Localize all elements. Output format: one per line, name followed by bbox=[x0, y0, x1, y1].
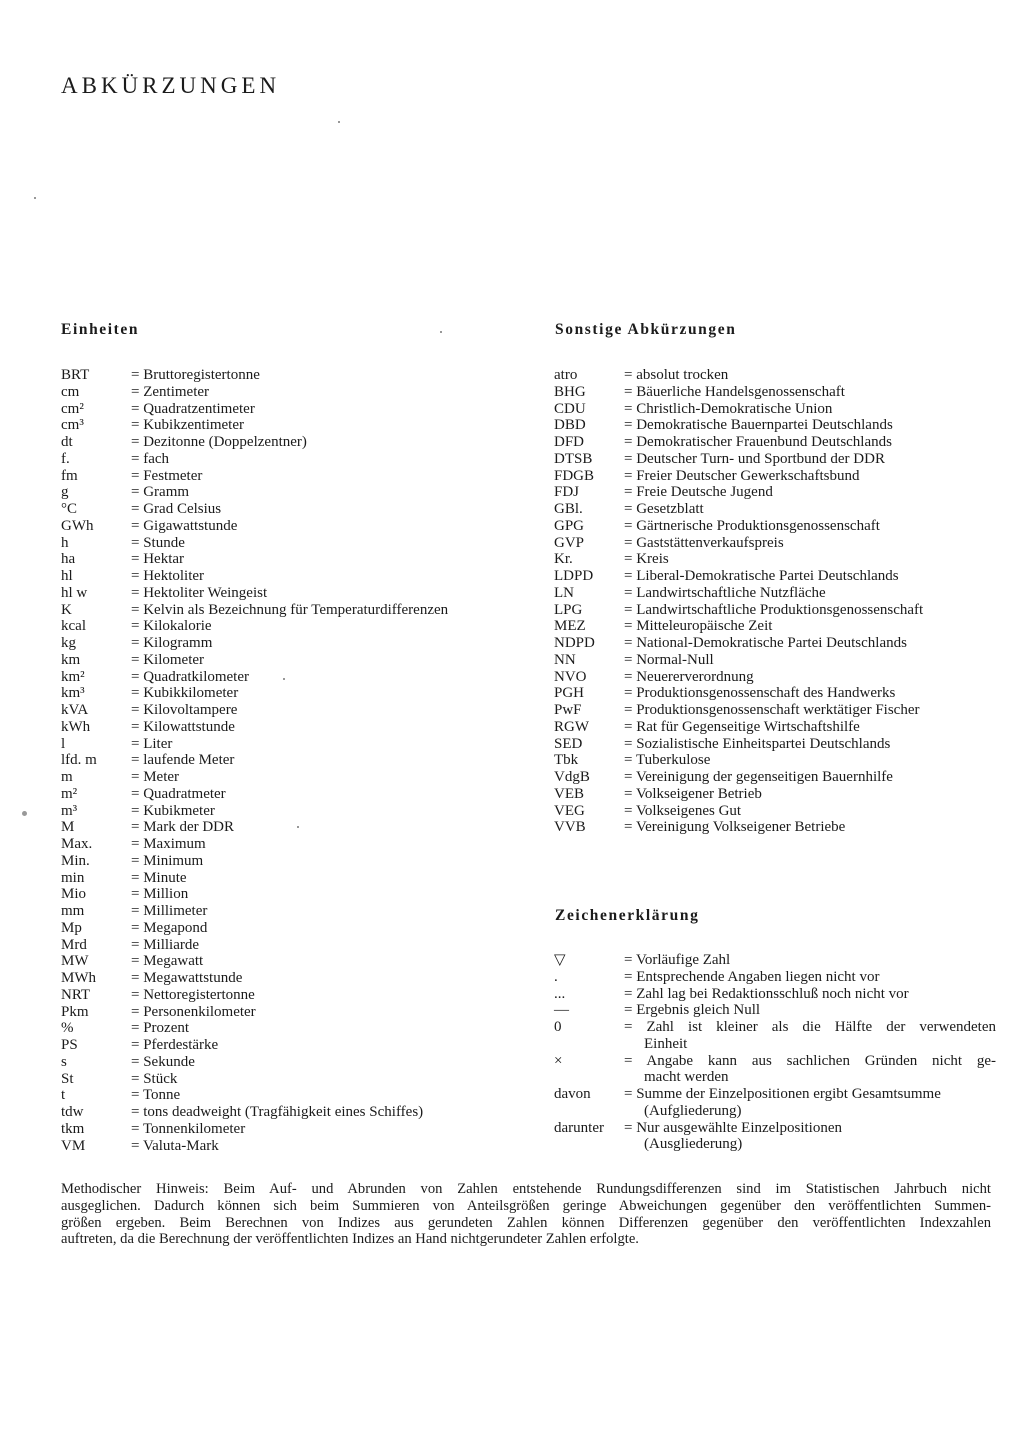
unit-row bbox=[61, 434, 531, 451]
unit-row bbox=[61, 1054, 531, 1071]
unit-definition: = Kilokalorie bbox=[131, 618, 212, 635]
other-abbreviation-abbreviation: LN bbox=[554, 584, 574, 601]
unit-abbreviation: km³ bbox=[61, 685, 85, 702]
other-abbreviation-row bbox=[554, 752, 994, 769]
unit-abbreviation: Mrd bbox=[61, 936, 87, 953]
other-abbreviation-definition: = Neuererverordnung bbox=[624, 668, 754, 685]
sign-symbol: davon bbox=[554, 1086, 591, 1102]
unit-definition: = Kubikkilometer bbox=[131, 685, 239, 702]
sign-explanation-line: = Angabe kann aus sachlichen Gründen nicht ge- bbox=[624, 1052, 996, 1069]
sign-symbol: × bbox=[554, 1052, 563, 1069]
unit-row bbox=[61, 719, 531, 736]
unit-abbreviation: tdw bbox=[61, 1104, 84, 1120]
unit-definition: = Kilovoltampere bbox=[131, 702, 238, 718]
unit-row bbox=[61, 987, 531, 1004]
unit-row bbox=[61, 819, 531, 836]
unit-abbreviation: kWh bbox=[61, 718, 91, 735]
note-line: größen ergeben. Beim Berechnen von Indizes aus gerundeten Zahlen können Differenzen gegenüber den veröffentlichten Indexzahlen bbox=[61, 1214, 991, 1231]
print-speck bbox=[22, 811, 27, 816]
unit-abbreviation: Mio bbox=[61, 886, 87, 903]
unit-abbreviation: St bbox=[61, 1070, 74, 1087]
unit-abbreviation: MWh bbox=[61, 970, 96, 986]
other-abbreviation-row bbox=[554, 468, 994, 485]
unit-abbreviation: km bbox=[61, 651, 81, 668]
other-abbreviation-row bbox=[554, 551, 994, 568]
other-abbreviation-definition: = Sozialistische Einheitspartei Deutschlands bbox=[624, 735, 891, 752]
sign-symbol: ... bbox=[554, 985, 566, 1002]
print-speck bbox=[338, 121, 340, 123]
other-abbreviation-definition: = Tuberkulose bbox=[624, 752, 711, 769]
unit-definition: = Quadratkilometer bbox=[131, 668, 250, 685]
other-abbreviation-row bbox=[554, 367, 994, 384]
other-abbreviation-definition: = Bäuerliche Handelsgenossenschaft bbox=[624, 383, 845, 400]
unit-definition: = Stück bbox=[131, 1070, 178, 1087]
sign-symbol: darunter bbox=[554, 1119, 604, 1136]
unit-abbreviation: cm bbox=[61, 383, 80, 400]
unit-definition: = Kubikzentimeter bbox=[131, 417, 245, 434]
other-abbreviation-abbreviation: DTSB bbox=[554, 450, 593, 467]
unit-abbreviation: ha bbox=[61, 551, 76, 568]
other-abbreviation-definition: = Freier Deutscher Gewerkschaftsbund bbox=[624, 467, 860, 484]
sign-explanation-line: = Zahl lag bei Redaktionsschluß noch nicht vor bbox=[624, 985, 909, 1002]
other-abbreviation-definition: = Gesetzblatt bbox=[624, 501, 704, 517]
other-abbreviation-abbreviation: GBl. bbox=[554, 501, 583, 517]
other-abbreviation-row bbox=[554, 635, 994, 652]
sign-explanation-line: macht werden bbox=[644, 1069, 729, 1086]
unit-row bbox=[61, 551, 531, 568]
unit-row bbox=[61, 970, 531, 987]
unit-abbreviation: t bbox=[61, 1087, 66, 1104]
other-abbreviation-row bbox=[554, 652, 994, 669]
other-abbreviation-definition: = Produktionsgenossenschaft des Handwerks bbox=[624, 685, 896, 702]
other-abbreviation-definition: = Vereinigung Volkseigener Betriebe bbox=[624, 819, 846, 836]
other-abbreviation-abbreviation: BHG bbox=[554, 383, 586, 400]
other-abbreviation-row bbox=[554, 702, 994, 719]
other-abbreviation-definition: = National-Demokratische Partei Deutschlands bbox=[624, 635, 907, 651]
sign-explanation bbox=[624, 1086, 996, 1120]
other-abbreviation-abbreviation: GPG bbox=[554, 517, 585, 534]
other-abbreviation-abbreviation: FDJ bbox=[554, 484, 580, 501]
sign-symbol: 0 bbox=[554, 1019, 562, 1035]
unit-abbreviation: MW bbox=[61, 953, 89, 970]
unit-abbreviation: m² bbox=[61, 785, 78, 802]
print-speck bbox=[283, 678, 285, 680]
unit-abbreviation: cm² bbox=[61, 400, 84, 417]
other-abbreviation-abbreviation: VEB bbox=[554, 785, 584, 802]
other-abbreviation-definition: = Normal-Null bbox=[624, 651, 714, 668]
unit-definition: = Maximum bbox=[131, 836, 206, 852]
unit-abbreviation: Max. bbox=[61, 836, 93, 852]
unit-abbreviation: kg bbox=[61, 635, 76, 651]
unit-row bbox=[61, 635, 531, 652]
other-abbreviation-abbreviation: NVO bbox=[554, 668, 587, 685]
unit-row bbox=[61, 702, 531, 719]
sign-symbol: — bbox=[554, 1002, 569, 1019]
other-abbreviation-abbreviation: RGW bbox=[554, 718, 589, 735]
other-abbreviation-definition: = Gärtnerische Produktionsgenossenschaft bbox=[624, 517, 880, 534]
sign-row bbox=[554, 986, 999, 1003]
sign-row bbox=[554, 1002, 999, 1019]
units-list bbox=[61, 367, 531, 1154]
methodological-note bbox=[61, 1181, 991, 1248]
unit-abbreviation: Min. bbox=[61, 852, 90, 869]
unit-row bbox=[61, 903, 531, 920]
other-abbreviation-row bbox=[554, 602, 994, 619]
unit-row bbox=[61, 1037, 531, 1054]
other-abbreviation-abbreviation: VdgB bbox=[554, 769, 590, 785]
unit-definition: = Milliarde bbox=[131, 936, 200, 953]
sign-explanation bbox=[624, 952, 996, 969]
signs-heading: Zeichenerklärung bbox=[555, 907, 700, 924]
other-abbreviation-abbreviation: PGH bbox=[554, 685, 585, 702]
unit-row bbox=[61, 401, 531, 418]
other-abbreviation-row bbox=[554, 484, 994, 501]
unit-definition: = fach bbox=[131, 450, 170, 467]
unit-row bbox=[61, 568, 531, 585]
other-abbreviation-row bbox=[554, 769, 994, 786]
unit-abbreviation: PS bbox=[61, 1037, 78, 1053]
other-abbreviation-row bbox=[554, 685, 994, 702]
unit-definition: = Kilogramm bbox=[131, 635, 213, 651]
sign-explanation bbox=[624, 1053, 996, 1087]
other-abbreviation-abbreviation: FDGB bbox=[554, 467, 595, 484]
unit-row bbox=[61, 384, 531, 401]
sign-row bbox=[554, 1019, 999, 1053]
sign-row bbox=[554, 952, 999, 969]
unit-abbreviation: m bbox=[61, 769, 73, 785]
sign-symbol: . bbox=[554, 968, 558, 985]
unit-abbreviation: NRT bbox=[61, 986, 91, 1003]
unit-row bbox=[61, 535, 531, 552]
unit-definition: = Prozent bbox=[131, 1020, 190, 1037]
other-abbreviation-row bbox=[554, 518, 994, 535]
sign-row bbox=[554, 1053, 999, 1087]
unit-abbreviation: lfd. m bbox=[61, 752, 97, 769]
other-abbreviation-definition: = Liberal-Demokratische Partei Deutschlands bbox=[624, 568, 899, 584]
unit-abbreviation: GWh bbox=[61, 517, 94, 534]
note-line: auftreten, da die Berechnung der veröffentlichten Indizes an Hand nichtgerundeter Zahlen erfolgte. bbox=[61, 1231, 639, 1248]
sign-row bbox=[554, 1120, 999, 1154]
unit-definition: = Mark der DDR bbox=[131, 819, 235, 836]
unit-row bbox=[61, 501, 531, 518]
other-abbreviation-abbreviation: NDPD bbox=[554, 635, 595, 651]
unit-definition: = Megawattstunde bbox=[131, 970, 243, 986]
unit-row bbox=[61, 367, 531, 384]
sign-explanation-line: = Summe der Einzelpositionen ergibt Gesamtsumme bbox=[624, 1086, 941, 1102]
unit-definition: = Kilometer bbox=[131, 651, 205, 668]
unit-definition: = Bruttoregistertonne bbox=[131, 367, 260, 383]
print-speck bbox=[34, 197, 36, 199]
other-abbreviations-list bbox=[554, 367, 994, 836]
unit-row bbox=[61, 685, 531, 702]
unit-row bbox=[61, 870, 531, 887]
unit-abbreviation: cm³ bbox=[61, 417, 84, 434]
other-abbreviation-definition: = Volkseigenes Gut bbox=[624, 802, 742, 819]
unit-abbreviation: km² bbox=[61, 668, 85, 685]
unit-abbreviation: kVA bbox=[61, 702, 89, 718]
unit-definition: = Kilowattstunde bbox=[131, 718, 235, 735]
unit-definition: = Hektoliter Weingeist bbox=[131, 584, 268, 601]
sign-explanation-line: = Entsprechende Angaben liegen nicht vor bbox=[624, 968, 880, 985]
unit-abbreviation: M bbox=[61, 819, 75, 836]
unit-definition: = Meter bbox=[131, 769, 180, 785]
unit-row bbox=[61, 1104, 531, 1121]
unit-abbreviation: % bbox=[61, 1020, 74, 1037]
unit-definition: = Grad Celsius bbox=[131, 501, 222, 517]
unit-abbreviation: °C bbox=[61, 501, 78, 517]
other-abbreviation-row bbox=[554, 585, 994, 602]
unit-definition: = Gramm bbox=[131, 484, 190, 501]
unit-row bbox=[61, 484, 531, 501]
unit-definition: = Sekunde bbox=[131, 1053, 195, 1070]
other-abbreviation-definition: = Kreis bbox=[624, 551, 669, 568]
unit-definition: = Valuta-Mark bbox=[131, 1137, 219, 1154]
unit-row bbox=[61, 451, 531, 468]
unit-abbreviation: m³ bbox=[61, 802, 78, 819]
other-abbreviation-definition: = Volkseigener Betrieb bbox=[624, 785, 762, 802]
other-abbreviation-definition: = Produktionsgenossenschaft werktätiger Fischer bbox=[624, 702, 920, 718]
sign-explanation bbox=[624, 1120, 996, 1154]
sign-explanation-line: Einheit bbox=[644, 1035, 688, 1052]
sign-symbol: ▽ bbox=[554, 952, 566, 968]
unit-row bbox=[61, 1138, 531, 1155]
other-abbreviation-abbreviation: NN bbox=[554, 651, 576, 668]
unit-abbreviation: dt bbox=[61, 434, 73, 450]
other-abbreviations-heading: Sonstige Abkürzungen bbox=[555, 321, 737, 338]
unit-definition: = Quadratzentimeter bbox=[131, 400, 255, 417]
unit-definition: = Million bbox=[131, 886, 189, 903]
unit-definition: = Gigawattstunde bbox=[131, 517, 238, 534]
unit-definition: = laufende Meter bbox=[131, 752, 235, 769]
unit-abbreviation: l bbox=[61, 735, 66, 752]
sign-explanation-line: (Ausgliederung) bbox=[644, 1136, 743, 1153]
unit-row bbox=[61, 786, 531, 803]
unit-abbreviation: g bbox=[61, 484, 69, 501]
unit-definition: = Pferdestärke bbox=[131, 1037, 219, 1053]
other-abbreviation-abbreviation: CDU bbox=[554, 400, 586, 417]
other-abbreviation-abbreviation: SED bbox=[554, 735, 583, 752]
sign-row bbox=[554, 969, 999, 986]
unit-definition: = Zentimeter bbox=[131, 383, 210, 400]
unit-definition: = Minute bbox=[131, 869, 187, 886]
other-abbreviation-abbreviation: GVP bbox=[554, 534, 585, 551]
other-abbreviation-row bbox=[554, 568, 994, 585]
unit-row bbox=[61, 1020, 531, 1037]
unit-abbreviation: VM bbox=[61, 1137, 86, 1154]
unit-definition: = Stunde bbox=[131, 534, 185, 551]
other-abbreviation-row bbox=[554, 501, 994, 518]
other-abbreviation-definition: = Landwirtschaftliche Nutzfläche bbox=[624, 584, 826, 601]
other-abbreviation-abbreviation: LPG bbox=[554, 601, 583, 618]
unit-row bbox=[61, 669, 531, 686]
other-abbreviation-abbreviation: LDPD bbox=[554, 568, 594, 584]
unit-row bbox=[61, 1071, 531, 1088]
other-abbreviation-definition: = Gaststättenverkaufspreis bbox=[624, 534, 784, 551]
unit-row bbox=[61, 1087, 531, 1104]
other-abbreviation-definition: = Mitteleuropäische Zeit bbox=[624, 618, 773, 635]
other-abbreviation-row bbox=[554, 719, 994, 736]
unit-abbreviation: hl w bbox=[61, 584, 88, 601]
unit-definition: = Kubikmeter bbox=[131, 802, 215, 819]
unit-abbreviation: mm bbox=[61, 903, 85, 919]
other-abbreviation-row bbox=[554, 736, 994, 753]
sign-explanation-line: = Vorläufige Zahl bbox=[624, 952, 731, 968]
unit-definition: = Hektar bbox=[131, 551, 185, 568]
unit-abbreviation: fm bbox=[61, 467, 78, 484]
unit-definition: = Tonnenkilometer bbox=[131, 1120, 246, 1137]
unit-definition: = Festmeter bbox=[131, 467, 203, 484]
other-abbreviation-definition: = Landwirtschaftliche Produktionsgenossenschaft bbox=[624, 601, 924, 618]
sign-explanation-line: = Zahl ist kleiner als die Hälfte der verwendeten bbox=[624, 1019, 996, 1035]
print-speck bbox=[297, 826, 299, 828]
other-abbreviation-definition: = Rat für Gegenseitige Wirtschaftshilfe bbox=[624, 718, 860, 735]
other-abbreviation-row bbox=[554, 819, 994, 836]
unit-abbreviation: tkm bbox=[61, 1120, 85, 1137]
other-abbreviation-abbreviation: Tbk bbox=[554, 752, 579, 769]
sign-explanation-line: (Aufgliederung) bbox=[644, 1102, 742, 1119]
unit-definition: = Dezitonne (Doppelzentner) bbox=[131, 434, 307, 450]
note-line: ausgeglichen. Dadurch können sich beim Summieren von Anteilsgrößen geringe Abweichungen gegenüber den veröffentlichten Summen- bbox=[61, 1197, 991, 1214]
unit-definition: = Quadratmeter bbox=[131, 785, 226, 802]
unit-abbreviation: K bbox=[61, 601, 72, 618]
unit-definition: = Minimum bbox=[131, 852, 204, 869]
unit-definition: = Megawatt bbox=[131, 953, 204, 970]
units-heading: Einheiten bbox=[61, 321, 140, 338]
other-abbreviation-row bbox=[554, 803, 994, 820]
other-abbreviation-abbreviation: MEZ bbox=[554, 618, 586, 635]
unit-row bbox=[61, 886, 531, 903]
other-abbreviation-row bbox=[554, 451, 994, 468]
unit-row bbox=[61, 736, 531, 753]
unit-definition: = tons deadweight (Tragfähigkeit eines Schiffes) bbox=[131, 1104, 424, 1120]
other-abbreviation-row bbox=[554, 434, 994, 451]
unit-row bbox=[61, 652, 531, 669]
unit-row bbox=[61, 1004, 531, 1021]
note-line: Methodischer Hinweis: Beim Auf- und Abrunden von Zahlen entstehende Rundungsdifferenzen sind im Statistischen Jahrbuch nicht bbox=[61, 1181, 991, 1197]
other-abbreviation-row bbox=[554, 384, 994, 401]
unit-abbreviation: kcal bbox=[61, 618, 86, 635]
other-abbreviation-abbreviation: VEG bbox=[554, 802, 585, 819]
unit-row bbox=[61, 853, 531, 870]
unit-abbreviation: Mp bbox=[61, 919, 82, 936]
unit-abbreviation: f. bbox=[61, 450, 70, 467]
other-abbreviation-row bbox=[554, 417, 994, 434]
other-abbreviation-abbreviation: DBD bbox=[554, 417, 586, 434]
unit-definition: = Tonne bbox=[131, 1087, 181, 1104]
other-abbreviation-row bbox=[554, 669, 994, 686]
other-abbreviation-row bbox=[554, 401, 994, 418]
other-abbreviation-definition: = Demokratische Bauernpartei Deutschlands bbox=[624, 417, 893, 434]
unit-row bbox=[61, 468, 531, 485]
sign-explanation-line: = Ergebnis gleich Null bbox=[624, 1002, 761, 1019]
signs-list bbox=[554, 952, 999, 1153]
sign-explanation-line: = Nur ausgewählte Einzelpositionen bbox=[624, 1119, 842, 1136]
unit-definition: = Millimeter bbox=[131, 903, 208, 919]
unit-abbreviation: s bbox=[61, 1053, 67, 1070]
unit-abbreviation: hl bbox=[61, 568, 73, 584]
unit-abbreviation: Pkm bbox=[61, 1003, 89, 1020]
unit-row bbox=[61, 953, 531, 970]
sign-explanation bbox=[624, 969, 996, 986]
unit-row bbox=[61, 585, 531, 602]
unit-row bbox=[61, 920, 531, 937]
other-abbreviation-row bbox=[554, 535, 994, 552]
unit-definition: = Nettoregistertonne bbox=[131, 986, 255, 1003]
other-abbreviation-definition: = absolut trocken bbox=[624, 367, 729, 383]
sign-explanation bbox=[624, 1002, 996, 1019]
unit-definition: = Liter bbox=[131, 735, 173, 752]
unit-row bbox=[61, 836, 531, 853]
unit-abbreviation: min bbox=[61, 869, 85, 886]
unit-row bbox=[61, 1121, 531, 1138]
unit-abbreviation: h bbox=[61, 534, 69, 551]
unit-row bbox=[61, 937, 531, 954]
other-abbreviation-definition: = Vereinigung der gegenseitigen Bauernhilfe bbox=[624, 769, 893, 785]
sign-explanation bbox=[624, 1019, 996, 1053]
unit-row bbox=[61, 803, 531, 820]
unit-definition: = Kelvin als Bezeichnung für Temperaturdifferenzen bbox=[131, 601, 449, 618]
unit-row bbox=[61, 417, 531, 434]
other-abbreviation-abbreviation: Kr. bbox=[554, 551, 573, 568]
unit-row bbox=[61, 618, 531, 635]
unit-row bbox=[61, 769, 531, 786]
other-abbreviation-abbreviation: atro bbox=[554, 367, 578, 383]
unit-row bbox=[61, 518, 531, 535]
other-abbreviation-definition: = Deutscher Turn- und Sportbund der DDR bbox=[624, 450, 885, 467]
unit-definition: = Hektoliter bbox=[131, 568, 205, 584]
sign-row bbox=[554, 1086, 999, 1120]
unit-definition: = Personenkilometer bbox=[131, 1003, 256, 1020]
other-abbreviation-abbreviation: PwF bbox=[554, 702, 582, 718]
other-abbreviation-row bbox=[554, 786, 994, 803]
other-abbreviation-definition: = Freie Deutsche Jugend bbox=[624, 484, 773, 501]
sign-explanation bbox=[624, 986, 996, 1003]
unit-abbreviation: BRT bbox=[61, 367, 90, 383]
other-abbreviation-abbreviation: DFD bbox=[554, 434, 585, 450]
page-title: ABKÜRZUNGEN bbox=[61, 73, 281, 98]
other-abbreviation-definition: = Demokratischer Frauenbund Deutschlands bbox=[624, 434, 892, 450]
other-abbreviation-row bbox=[554, 618, 994, 635]
other-abbreviation-abbreviation: VVB bbox=[554, 819, 586, 836]
other-abbreviation-definition: = Christlich-Demokratische Union bbox=[624, 400, 833, 417]
unit-row bbox=[61, 602, 531, 619]
unit-definition: = Megapond bbox=[131, 919, 208, 936]
unit-row bbox=[61, 752, 531, 769]
print-speck bbox=[440, 331, 442, 333]
